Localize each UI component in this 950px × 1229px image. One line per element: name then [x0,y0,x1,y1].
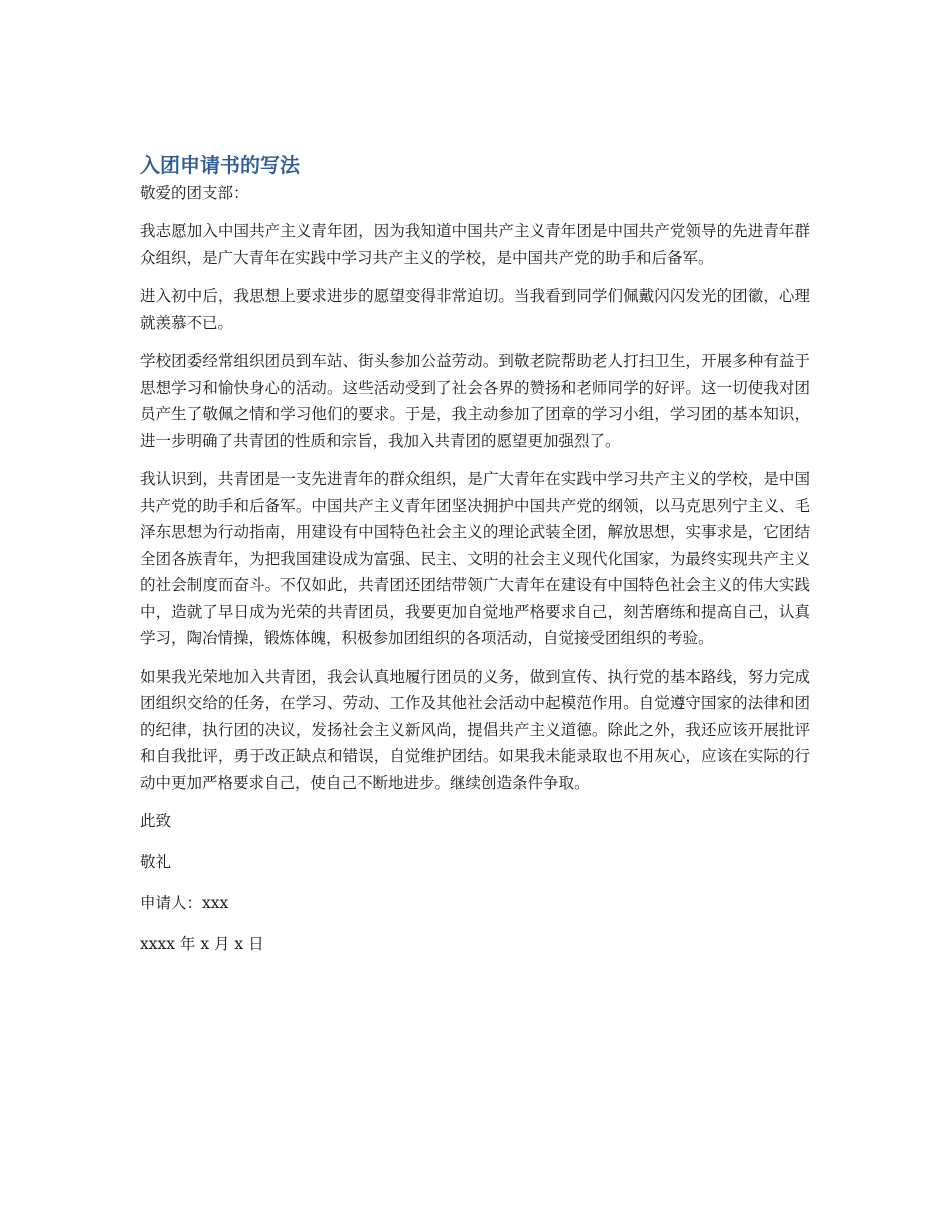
paragraph-5: 如果我光荣地加入共青团，我会认真地履行团员的义务，做到宣传、执行党的基本路线，努力完成团组织交给的任务，在学习、劳动、工作及其他社会活动中起模范作用。自觉遵守国家的法律和团的纪律，执行团的决议，发扬社会主义新风尚，提倡共产主义道德。除此之外，我还应该开展批评和自我批评，勇于改正缺点和错误，自觉维护团结。如果我未能录取也不用灰心，应该在实际的行动中更加严格要求自己，使自己不断地进步。继续创造条件争取。 [140,667,810,792]
applicant-signature: 申请人：xxx [140,894,229,912]
paragraph-1: 我志愿加入中国共产主义青年团，因为我知道中国共产主义青年团是中国共产党领导的先进青年群众组织，是广大青年在实践中学习共产主义的学校，是中国共产党的助手和后备军。 [140,222,810,267]
document-title: 入团申请书的写法 [140,153,300,177]
salutation: 敬爱的团支部： [140,184,249,202]
document-page [140,150,810,972]
paragraph-2: 进入初中后，我思想上要求进步的愿望变得非常迫切。当我看到同学们佩戴闪闪发光的团徽，心理就羡慕不已。 [140,287,810,332]
closing-greeting: 此致 [140,812,172,830]
closing-salute: 敬礼 [140,853,172,871]
paragraph-4: 我认识到，共青团是一支先进青年的群众组织，是广大青年在实践中学习共产主义的学校，是中国共产党的助手和后备军。中国共产主义青年团坚决拥护中国共产党的纲领，以马克思列宁主义、毛泽东思想为行动指南，用建设有中国特色社会主义的理论武装全团，解放思想，实事求是，它团结全团各族青年，为把我国建设成为富强、民主、文明的社会主义现代化国家，为最终实现共产主义的社会制度而奋斗。不仅如此，共青团还团结带领广大青年在建设有中国特色社会主义的伟大实践中，造就了早日成为光荣的共青团员，我要更加自觉地严格要求自己，刻苦磨练和提高自己，认真学习，陶冶情操，锻炼体魄，积极参加团组织的各项活动，自觉接受团组织的考验。 [140,470,810,647]
paragraph-3: 学校团委经常组织团员到车站、街头参加公益劳动。到敬老院帮助老人打扫卫生，开展多种有益于思想学习和愉快身心的活动。这些活动受到了社会各界的赞扬和老师同学的好评。这一切使我对团员产生了敬佩之情和学习他们的要求。于是，我主动参加了团章的学习小组，学习团的基本知识，进一步明确了共青团的性质和宗旨，我加入共青团的愿望更加强烈了。 [140,352,810,450]
application-date: xxxx 年 x 月 x 日 [140,935,264,953]
